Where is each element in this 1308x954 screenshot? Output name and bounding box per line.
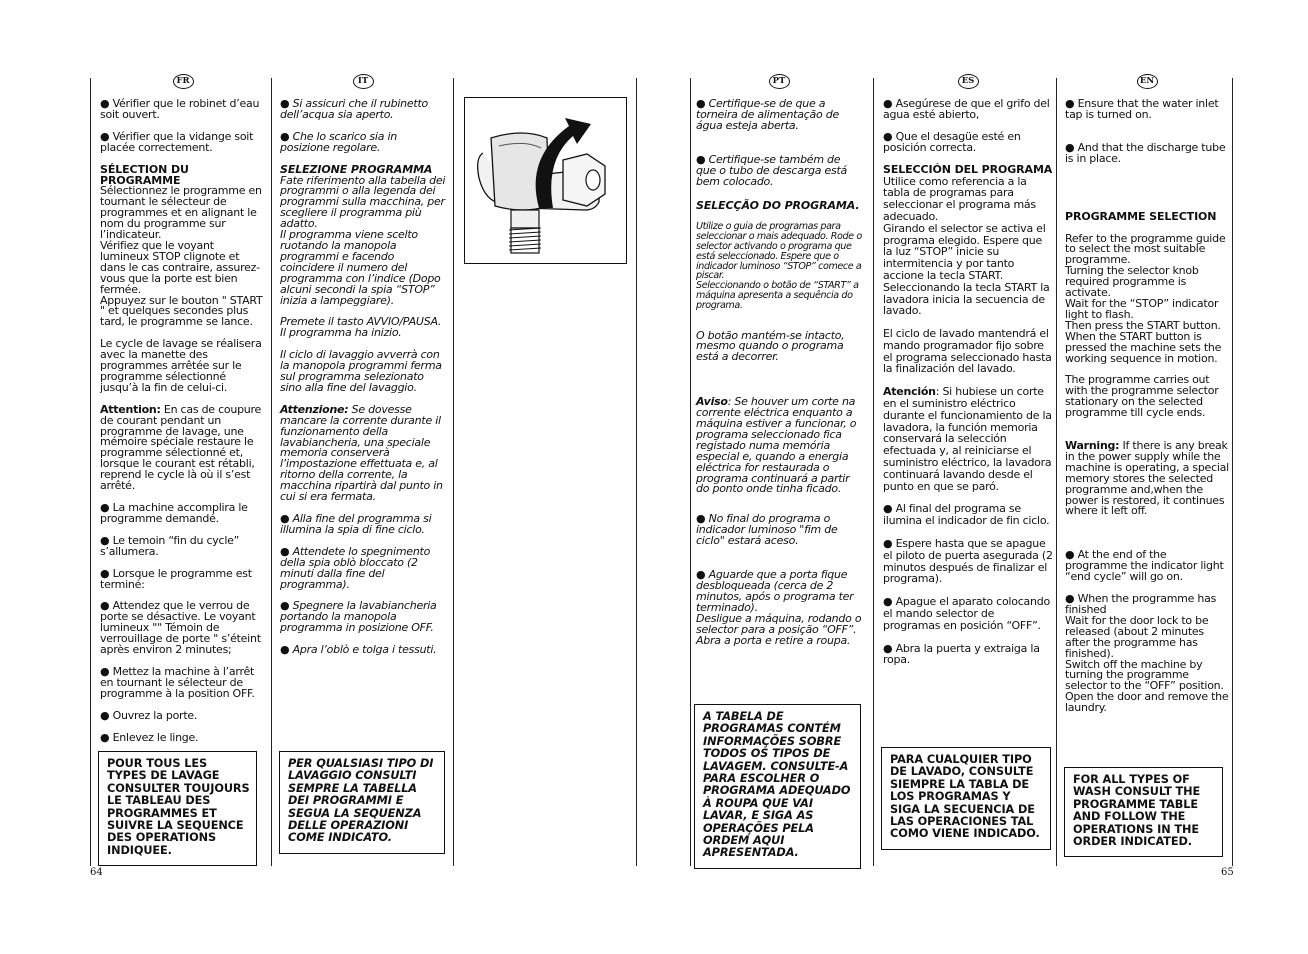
list-item: ● La machine accomplira le programme demandé. bbox=[100, 501, 248, 525]
paragraph: ● Che lo scarico sia in posizione regolare. bbox=[280, 129, 397, 154]
page-number-left: 64 bbox=[90, 867, 103, 878]
language-badge-en: EN bbox=[1137, 74, 1158, 89]
column-rule bbox=[636, 78, 637, 866]
paragraph: Utilice como referencia a la tabla de programas para seleccionar el programa más adecuado. Girando el selector se activa el programa elegido. Espere que la luz “STOP” inicie su intermitencia y por tanto accione la tecla START. Seleccionando la tecla START la lavadora inicia la secuencia de lavado. bbox=[883, 174, 1050, 318]
list-item: ● Enlevez le linge. bbox=[100, 730, 199, 744]
paragraph: ● Ensure that the water inlet tap is turned on. bbox=[1065, 97, 1219, 121]
paragraph: Fate riferimento alla tabella dei programmi o alla legenda dei programmi sulla macchina, per scegliere il programma più adatto. Il programma viene scelto ruotando la manopola programmi e facendo coincidere il numero del programma con l’indice (Dopo alcuni secondi la spia “STOP” inizia a lampeggiare). bbox=[280, 173, 446, 307]
attention-text: : Si hubiese un corte en el suministro eléctrico durante el funcionamiento de la lavadora, la función memoria conservará la selección efectuada y, al reiniciarse el suministro eléctrico, la lavadora continuará lavando desde el punto en que se paró. bbox=[883, 385, 1052, 493]
note-box-pt: A TABELA DE PROGRAMAS CONTÉM INFORMAÇÕES SOBRE TODOS OS TIPOS DE LAVAGEM. CONSULTE-A PARA ESCOLHER O PROGRAMA ADEQUADO À ROUPA QUE VAI LAVAR, E SIGA AS OPERAÇÕES PELA ORDEM AQUI APRESENTADA. bbox=[694, 704, 861, 869]
paragraph: O botão mantém-se intacto, mesmo quando o programa está a decorrer. bbox=[696, 328, 845, 364]
column-es bbox=[883, 74, 1053, 677]
language-badge-it: IT bbox=[353, 74, 374, 89]
list-item: ● Mettez la machine à l’arrêt en tournant le sélecteur de programme à la position OFF. bbox=[100, 664, 255, 700]
attention-text: : Se houver um corte na corrente eléctrica enquanto a máquina estiver a funcionar, o programa seleccionado fica registado numa memória especial e, quando a energia eléctrica for restaurada o programa continuará a partir do ponto onde tinha ficado. bbox=[696, 395, 857, 496]
paragraph: Refer to the programme guide to select the most suitable programme. Turning the selector knob required programme is activate. Wait for the “STOP” indicator light to flash. Then press the START button. When the START button is pressed the machine sets the working sequence in motion. bbox=[1065, 231, 1226, 365]
page-number-right: 65 bbox=[1221, 867, 1234, 878]
column-rule bbox=[690, 78, 691, 866]
list-item: ● Alla fine del programma si illumina la spia di fine ciclo. bbox=[280, 512, 432, 536]
attention-paragraph bbox=[100, 402, 266, 493]
paragraph: El ciclo de lavado mantendrá el mando programador fijo sobre el programa seleccionado hasta la finalización del lavado. bbox=[883, 327, 1052, 376]
note-box-es: PARA CUALQUIER TIPO DE LAVADO, CONSULTE SIEMPRE LA TABLA DE LOS PROGRAMAS Y SIGA LA SECUENCIA DE LAS OPERACIONES TAL COMO VIENE INDICADO. bbox=[881, 747, 1051, 850]
paragraph: Le cycle de lavage se réalisera avec la manette des programmes arrêtée sur le programme sélectionné jusqu’à la fin de celui-ci. bbox=[100, 337, 262, 394]
list-item: ● Spegnere la lavabiancheria portando la manopola programma in posizione OFF. bbox=[280, 599, 437, 635]
section-heading: SELECCIÓN DEL PROGRAMA bbox=[883, 162, 1053, 176]
language-badge-fr: FR bbox=[173, 74, 194, 89]
attention-label: Aviso bbox=[696, 395, 728, 409]
list-item: ● Lorsque le programme est terminé: bbox=[100, 566, 252, 591]
language-badge-es: ES bbox=[958, 74, 979, 89]
paragraph: ● Asegúrese de que el grifo del agua esté abierto, bbox=[883, 97, 1050, 121]
paragraph: ● Si assicuri che il rubinetto dell’acqua sia aperto. bbox=[280, 97, 429, 121]
attention-label: Attenzione: bbox=[280, 402, 349, 416]
list-item: ● No final do programa o indicador luminoso "fim de ciclo" estará aceso. bbox=[696, 512, 838, 548]
column-rule bbox=[1232, 78, 1233, 866]
list-item: ● Attendete lo spegnimento della spia oblò bloccato (2 minuti dalla fine del programma). bbox=[280, 544, 431, 591]
column-rule bbox=[1056, 78, 1057, 866]
attention-paragraph bbox=[883, 386, 1053, 492]
paragraph: ● Certifique-se também de que o tubo de descarga está bem colocado. bbox=[696, 152, 847, 188]
list-item: ● Ouvrez la porte. bbox=[100, 708, 198, 722]
attention-text: En cas de coupure de courant pendant un programme de lavage, une mémoire spéciale restaure le programme sélectionné et, lorsque le courant est rétabli, reprend le cycle là où il s’est arrêté. bbox=[100, 402, 262, 493]
column-rule bbox=[271, 78, 272, 866]
attention-label: Warning: bbox=[1065, 439, 1120, 453]
list-item: ● Abra la puerta y extraiga la ropa. bbox=[883, 641, 1040, 667]
language-badge-pt: PT bbox=[769, 74, 790, 89]
paragraph: Sélectionnez le programme en tournant le sélecteur de programmes et en alignant le nom du programme sur l’indicateur. Vérifiez que le voyant lumineux STOP clignote et dans le cas contraire, assurez-vous que la porte est bien fermée. Appuyez sur le bouton " START " et quelques secondes plus tard, le programme se lance. bbox=[100, 184, 263, 329]
language-badge-placeholder bbox=[535, 74, 554, 87]
column-rule bbox=[873, 78, 874, 866]
attention-label: Atención bbox=[883, 385, 936, 399]
list-item: ● Le temoin “fin du cycle” s’allumera. bbox=[100, 533, 240, 558]
attention-paragraph bbox=[1065, 441, 1229, 517]
paragraph: ● Certifique-se de que a torneira de alimentação de água esteja aberta. bbox=[696, 97, 839, 132]
note-box-it: PER QUALSIASI TIPO DI LAVAGGIO CONSULTI SEMPRE LA TABELLA DEI PROGRAMMI E SEGUA LA SEQUENZA DELLE OPERAZIONI COME INDICATO. bbox=[279, 751, 445, 854]
paragraph: The programme carries out with the programme selector stationary on the selected programme till cycle ends. bbox=[1065, 373, 1219, 420]
column-rule bbox=[90, 78, 91, 866]
attention-text: If there is any break in the power supply while the machine is operating, a special memory stores the selected programme and,when the power is restored, it continues where it left off. bbox=[1065, 439, 1229, 518]
paragraph: ● And that the discharge tube is in place. bbox=[1065, 140, 1226, 165]
section-heading: SELECÇÃO DO PROGRAMA. bbox=[696, 199, 860, 213]
paragraph: Il ciclo di lavaggio avverrà con la manopola programmi ferma sul programma selezionato sino alla fine del lavaggio. bbox=[280, 348, 442, 394]
note-box-en: FOR ALL TYPES OF WASH CONSULT THE PROGRAMME TABLE AND FOLLOW THE OPERATIONS IN THE ORDER INDICATED. bbox=[1064, 767, 1223, 857]
list-item: ● Apra l’oblò e tolga i tessuti. bbox=[280, 643, 437, 657]
column-it bbox=[280, 74, 446, 667]
list-item: ● Apague el aparato colocando el mando selector de programas en posición “OFF”. bbox=[883, 595, 1050, 632]
paragraph: ● Vérifier que la vidange soit placée correctement. bbox=[100, 129, 254, 154]
attention-paragraph bbox=[280, 402, 446, 504]
section-heading: SÉLECTION DU PROGRAMME bbox=[100, 162, 189, 187]
attention-text: Se dovesse mancare la corrente durante il funzionamento della lavabiancheria, una speciale memoria conserverà l’impostazione effettuata e, al ritorno della corrente, la macchina ripartirà dal punto in cui si era fermata. bbox=[280, 402, 443, 504]
note-box-fr: POUR TOUS LES TYPES DE LAVAGE CONSULTER TOUJOURS LE TABLEAU DES PROGRAMMES ET SUIVRE LA SEQUENCE DES OPERATIONS INDIQUEE. bbox=[98, 751, 257, 866]
attention-paragraph bbox=[696, 397, 862, 495]
tap-illustration bbox=[464, 97, 627, 264]
paragraph: ● Vérifier que le robinet d’eau soit ouvert. bbox=[100, 97, 260, 121]
paragraph: ● Que el desagüe esté en posición correcta. bbox=[883, 129, 1021, 154]
column-pt bbox=[696, 74, 862, 657]
list-item: ● When the programme has finished Wait for the door lock to be released (about 2 minutes after the programme has finished). Switch off the machine by turning the programme selector to the “OFF” position. Open the door and remove the laundry. bbox=[1065, 592, 1229, 715]
attention-label: Attention: bbox=[100, 402, 161, 416]
section-heading: SELEZIONE PROGRAMMA bbox=[280, 162, 433, 176]
paragraph: Premete il tasto AVVIO/PAUSA. Il programma ha inizio. bbox=[280, 315, 442, 340]
list-item: ● Espere hasta que se apague el piloto de puerta asegurada (2 minutos después de finalizar el programa). bbox=[883, 537, 1053, 586]
column-fr bbox=[100, 74, 266, 755]
section-heading: PROGRAMME SELECTION bbox=[1065, 209, 1217, 223]
column-en bbox=[1065, 74, 1229, 725]
list-item: ● At the end of the programme the indicator light “end cycle” will go on. bbox=[1065, 548, 1224, 584]
list-item: ● Al final del programa se ilumina el indicador de fin ciclo. bbox=[883, 502, 1050, 528]
water-tap-turn-icon bbox=[465, 98, 626, 263]
list-item: ● Aguarde que a porta fique desbloqueada (cerca de 2 minutos, após o programa ter terminado). Desligue a máquina, rodando o selector para a posição “OFF”. Abra a porta e retire a roupa. bbox=[696, 568, 862, 647]
paragraph: Utilize o guia de programas para seleccionar o mais adequado. Rode o selector activando o programa que está seleccionado. Espere que o indicador luminoso “STOP” comece a piscar. Seleccionando o botão de “START” a máquina apresenta a sequência do programa. bbox=[696, 221, 862, 311]
list-item: ● Attendez que le verrou de porte se désactive. Le voyant lumineux "" Témoin de verrouillage de porte " s’éteint après environ 2 minutes; bbox=[100, 599, 261, 657]
column-rule bbox=[453, 78, 454, 866]
